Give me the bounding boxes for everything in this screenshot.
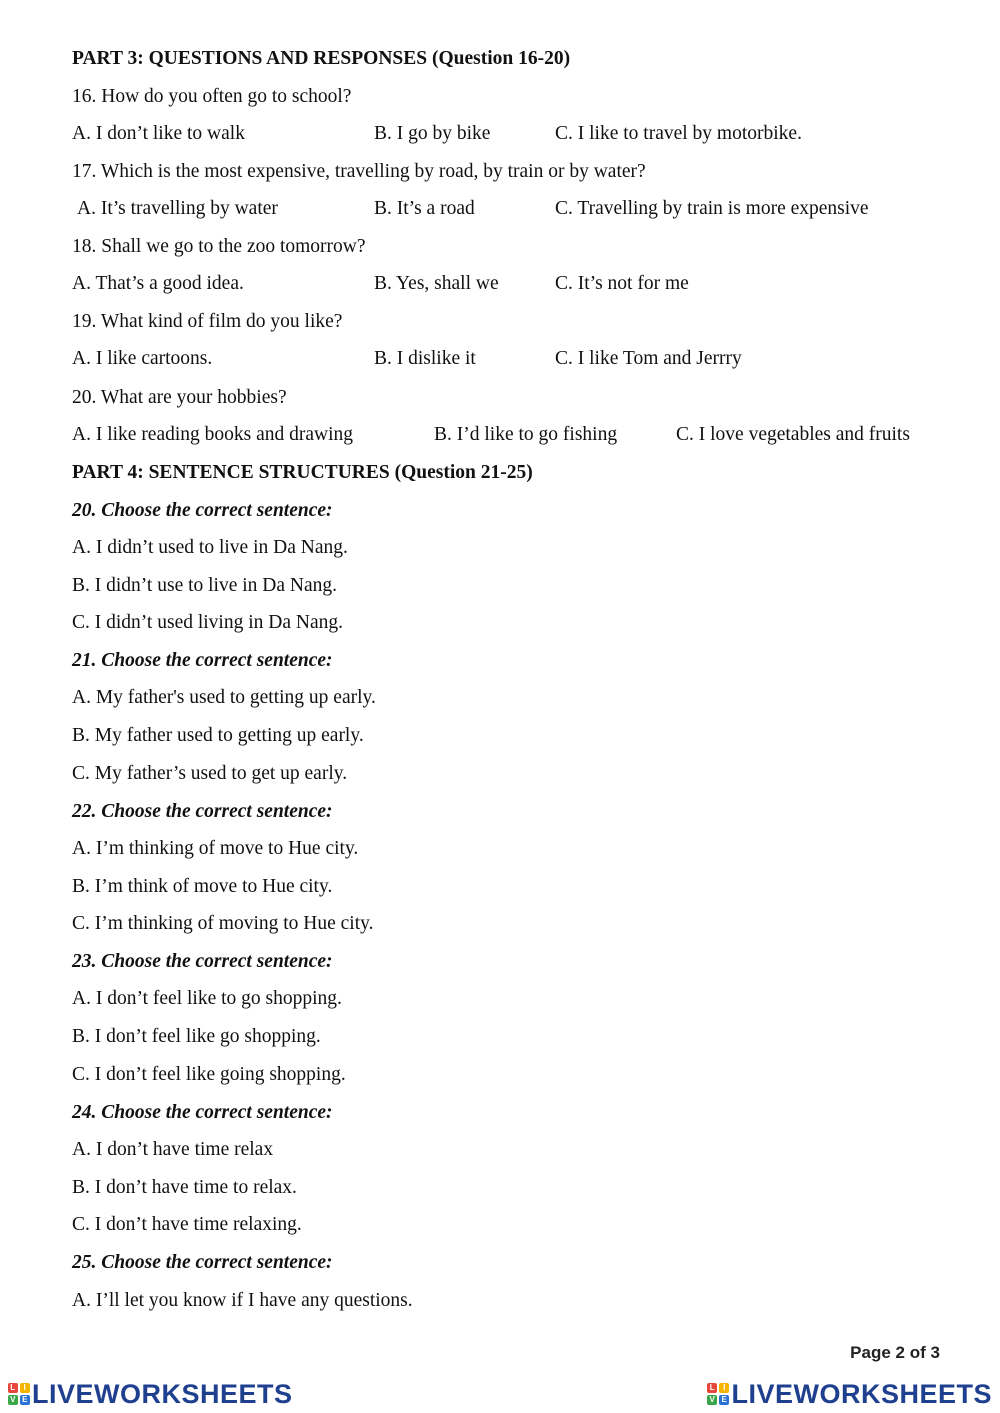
sentence-question-instruction: 21. Choose the correct sentence: [72,650,333,671]
q20-option-a[interactable]: A. I like reading books and drawing [72,424,354,445]
sentence-option[interactable]: A. I’ll let you know if I have any questions. [72,1290,413,1311]
part3-heading: PART 3: QUESTIONS AND RESPONSES (Question 16-20) [72,48,571,69]
sentence-question-instruction: 25. Choose the correct sentence: [72,1252,333,1273]
sentence-question-instruction: 20. Choose the correct sentence: [72,500,333,521]
logo-cell: V [707,1395,717,1405]
page-current: 2 [895,1343,906,1362]
sentence-option[interactable]: A. I didn’t used to live in Da Nang. [72,537,348,558]
sentence-option[interactable]: A. I’m thinking of move to Hue city. [72,838,359,859]
sentence-option[interactable]: B. I’m think of move to Hue city. [72,876,333,897]
sentence-option[interactable]: B. I don’t feel like go shopping. [72,1026,321,1047]
sentence-option[interactable]: A. My father's used to getting up early. [72,687,376,708]
q17-option-a[interactable]: A. It’s travelling by water [77,198,278,219]
question-20: 20. What are your hobbies? [72,387,287,408]
sentence-option[interactable]: C. I’m thinking of moving to Hue city. [72,913,374,934]
brand-name: LIVEWORKSHEETS [32,1378,293,1409]
q20-option-b[interactable]: B. I’d like to go fishing [434,424,618,445]
sentence-option[interactable]: B. My father used to getting up early. [72,725,364,746]
sentence-option[interactable]: B. I don’t have time to relax. [72,1177,297,1198]
liveworksheets-logo-right[interactable] [707,1379,992,1409]
q19-option-c[interactable]: C. I like Tom and Jerrry [555,348,742,369]
q20-option-c[interactable]: C. I love vegetables and fruits [676,424,910,445]
q16-option-a[interactable]: A. I don’t like to walk [72,123,245,144]
logo-cell: I [20,1383,30,1393]
logo-cell: E [719,1395,729,1405]
q16-option-b[interactable]: B. I go by bike [374,123,491,144]
liveworksheets-logo-left[interactable] [8,1379,293,1409]
q19-option-a[interactable]: A. I like cartoons. [72,348,213,369]
question-18: 18. Shall we go to the zoo tomorrow? [72,236,366,257]
logo-cell: L [707,1383,717,1393]
q19-option-b[interactable]: B. I dislike it [374,348,476,369]
sentence-question-instruction: 24. Choose the correct sentence: [72,1102,333,1123]
page-total: 3 [930,1343,940,1362]
sentence-option[interactable]: C. I didn’t used living in Da Nang. [72,612,343,633]
q17-option-b[interactable]: B. It’s a road [374,198,475,219]
brand-name: LIVEWORKSHEETS [731,1378,992,1409]
part4-heading: PART 4: SENTENCE STRUCTURES (Question 21-25) [72,462,533,483]
sentence-question-instruction: 23. Choose the correct sentence: [72,951,333,972]
sentence-option[interactable]: C. My father’s used to get up early. [72,763,348,784]
sentence-option[interactable]: A. I don’t have time relax [72,1139,274,1160]
sentence-option[interactable]: A. I don’t feel like to go shopping. [72,988,342,1009]
q17-option-c[interactable]: C. Travelling by train is more expensive [555,198,869,219]
sentence-option[interactable]: C. I don’t feel like going shopping. [72,1064,346,1085]
page-prefix: Page [850,1343,891,1362]
sentence-option[interactable]: B. I didn’t use to live in Da Nang. [72,575,338,596]
q18-option-c[interactable]: C. It’s not for me [555,273,689,294]
q18-option-a[interactable]: A. That’s a good idea. [72,273,244,294]
sentence-question-instruction: 22. Choose the correct sentence: [72,801,333,822]
logo-cell: L [8,1383,18,1393]
sentence-option[interactable]: C. I don’t have time relaxing. [72,1214,302,1235]
logo-cell: E [20,1395,30,1405]
logo-cell: V [8,1395,18,1405]
question-17: 17. Which is the most expensive, travelling by road, by train or by water? [72,161,646,182]
question-19: 19. What kind of film do you like? [72,311,343,332]
q18-option-b[interactable]: B. Yes, shall we [374,273,499,294]
q16-option-c[interactable]: C. I like to travel by motorbike. [555,123,802,144]
page-of: of [909,1343,926,1362]
page-number [850,1343,940,1363]
logo-cell: I [719,1383,729,1393]
liveworksheets-logo-icon [8,1383,30,1405]
question-16: 16. How do you often go to school? [72,86,352,107]
liveworksheets-logo-icon [707,1383,729,1405]
